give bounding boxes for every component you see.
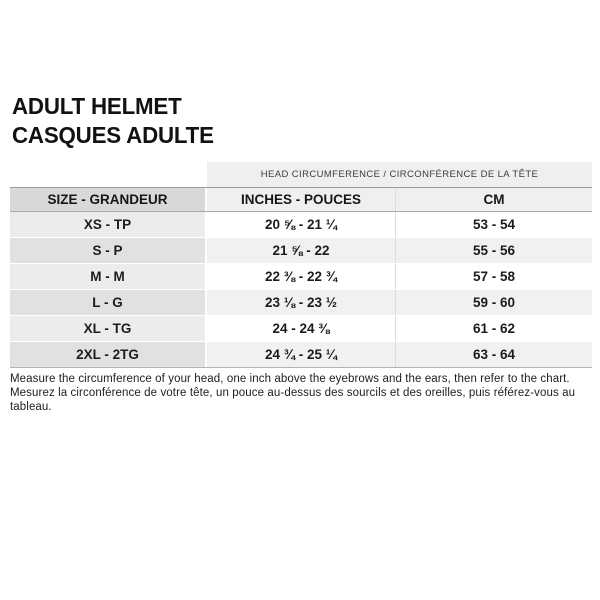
- page-title-en: ADULT HELMET: [12, 93, 182, 119]
- cm-cell: 57 - 58: [395, 264, 592, 289]
- table-row: [10, 238, 592, 264]
- column-header-inches: INCHES - POUCES: [207, 188, 395, 211]
- size-cell: 2XL - 2TG: [10, 342, 205, 367]
- cm-cell: 59 - 60: [395, 290, 592, 315]
- size-chart-table: [10, 162, 592, 368]
- table-row: [10, 316, 592, 342]
- table-band-row: [10, 162, 592, 187]
- band-spacer: [10, 162, 207, 187]
- size-cell: XL - TG: [10, 316, 205, 341]
- cm-cell: 61 - 62: [395, 316, 592, 341]
- table-row: [10, 342, 592, 368]
- cm-cell: 53 - 54: [395, 212, 592, 237]
- inches-cell: 23 ⅛ - 23 ½: [207, 290, 395, 315]
- table-header-row: [10, 187, 592, 212]
- cm-cell: 63 - 64: [395, 342, 592, 367]
- head-circumference-band: HEAD CIRCUMFERENCE / CIRCONFÉRENCE DE LA TÊTE: [207, 162, 592, 187]
- instruction-line-en: Measure the circumference of your head, one inch above the eyebrows and the ears, then refer to the chart.: [10, 373, 570, 385]
- column-header-size: SIZE - GRANDEUR: [10, 188, 205, 211]
- table-row: [10, 212, 592, 238]
- table-row: [10, 264, 592, 290]
- measuring-instructions: [10, 372, 600, 414]
- inches-cell: 24 ¾ - 25 ¼: [207, 342, 395, 367]
- size-cell: S - P: [10, 238, 205, 263]
- page-title-fr: CASQUES ADULTE: [12, 122, 214, 148]
- size-cell: L - G: [10, 290, 205, 315]
- instruction-line-fr: Mesurez la circonférence de votre tête, un pouce au-dessus des sourcils et des oreilles, puis référez-vous au tableau.: [10, 387, 576, 413]
- table-row: [10, 290, 592, 316]
- size-cell: M - M: [10, 264, 205, 289]
- inches-cell: 24 - 24 ⅜: [207, 316, 395, 341]
- inches-cell: 22 ⅜ - 22 ¾: [207, 264, 395, 289]
- cm-cell: 55 - 56: [395, 238, 592, 263]
- column-header-cm: CM: [395, 188, 592, 211]
- page-title: [12, 92, 220, 150]
- inches-cell: 20 ⅝ - 21 ¼: [207, 212, 395, 237]
- inches-cell: 21 ⅝ - 22: [207, 238, 395, 263]
- size-cell: XS - TP: [10, 212, 205, 237]
